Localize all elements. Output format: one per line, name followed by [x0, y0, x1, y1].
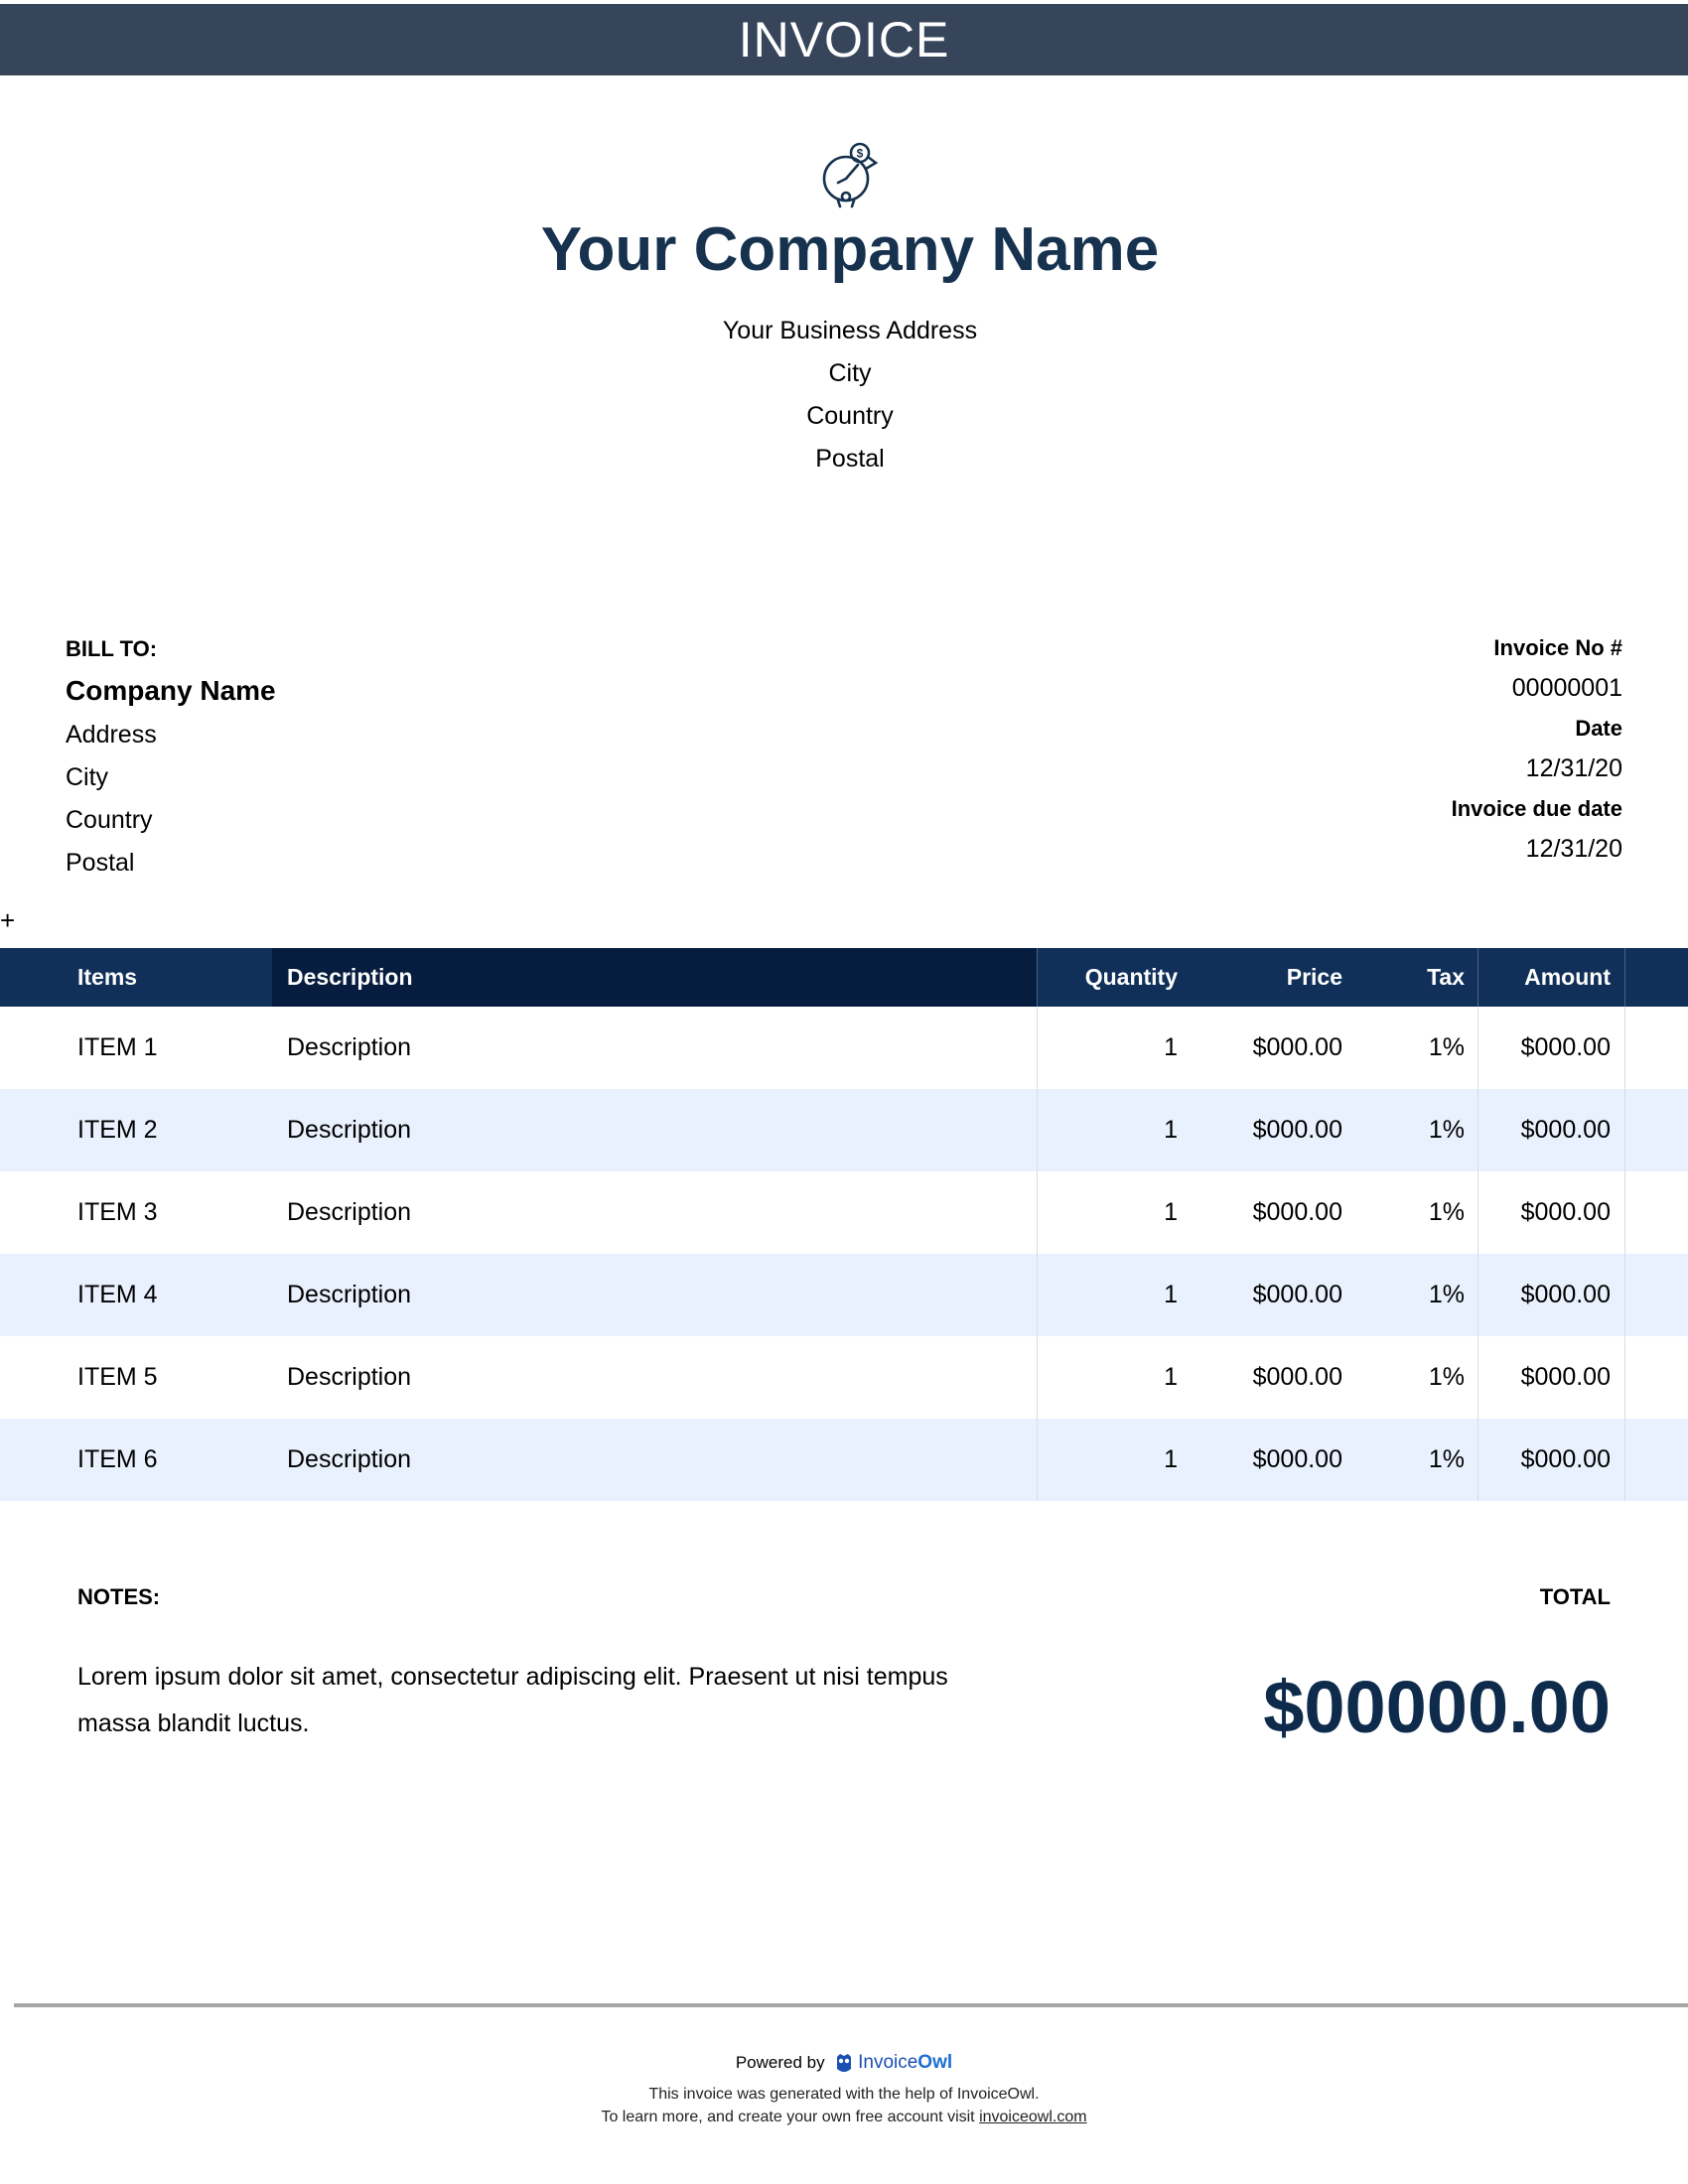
- column-divider: [1477, 1089, 1478, 1171]
- item-quantity: 1: [1164, 1198, 1178, 1226]
- item-tax: 1%: [1428, 1281, 1465, 1308]
- item-tax: 1%: [1428, 1363, 1465, 1391]
- column-divider: [1037, 948, 1038, 1007]
- column-divider: [1624, 1254, 1625, 1336]
- brand-logo-text: [858, 2052, 952, 2073]
- item-description: Description: [287, 1445, 412, 1473]
- due-date-value: 12/31/20: [1525, 835, 1622, 863]
- table-row: [0, 1419, 1688, 1501]
- item-quantity: 1: [1164, 1116, 1178, 1144]
- footer-line-2-prefix: To learn more, and create your own free account visit: [601, 2109, 975, 2125]
- bill-to-postal: Postal: [66, 849, 135, 877]
- item-name: ITEM 2: [77, 1116, 158, 1144]
- column-divider: [1477, 1254, 1478, 1336]
- item-price: $000.00: [1252, 1281, 1342, 1308]
- business-address-line: Your Business Address: [722, 317, 978, 344]
- item-description: Description: [287, 1116, 412, 1144]
- item-quantity: 1: [1164, 1033, 1178, 1061]
- item-amount: $000.00: [1520, 1363, 1611, 1391]
- table-row: [0, 1254, 1688, 1336]
- item-name: ITEM 1: [77, 1033, 158, 1061]
- column-divider: [1624, 1171, 1625, 1254]
- date-value: 12/31/20: [1525, 754, 1622, 782]
- column-divider: [1037, 1007, 1038, 1089]
- add-row-marker: +: [0, 905, 16, 935]
- invoice-header-bar: [0, 4, 1688, 75]
- item-price: $000.00: [1252, 1363, 1342, 1391]
- table-body: [0, 1007, 1688, 1501]
- item-amount: $000.00: [1520, 1198, 1611, 1226]
- total-label: TOTAL: [1539, 1584, 1611, 1609]
- header-items: Items: [77, 964, 138, 990]
- brand-name-part2: Owl: [917, 2052, 953, 2073]
- header-price: Price: [1286, 964, 1342, 990]
- invoiceowl-link[interactable]: invoiceowl.com: [979, 2109, 1087, 2125]
- item-tax: 1%: [1428, 1033, 1465, 1061]
- header-quantity: Quantity: [1084, 964, 1178, 990]
- item-name: ITEM 5: [77, 1363, 158, 1391]
- column-divider: [1477, 948, 1478, 1007]
- item-price: $000.00: [1252, 1116, 1342, 1144]
- item-price: $000.00: [1252, 1198, 1342, 1226]
- bill-to-city: City: [66, 763, 109, 791]
- item-name: ITEM 4: [77, 1281, 158, 1308]
- item-quantity: 1: [1164, 1281, 1178, 1308]
- column-divider: [1037, 1419, 1038, 1501]
- column-divider: [1037, 1254, 1038, 1336]
- item-tax: 1%: [1428, 1445, 1465, 1473]
- item-description: Description: [287, 1363, 412, 1391]
- footer-line-1: This invoice was generated with the help of InvoiceOwl.: [648, 2086, 1040, 2103]
- notes-label: NOTES:: [77, 1584, 161, 1609]
- item-description: Description: [287, 1033, 412, 1061]
- footer-text: [0, 2083, 1688, 2128]
- column-divider: [1624, 948, 1625, 1007]
- total-amount: $00000.00: [1263, 1666, 1611, 1748]
- svg-text:$: $: [856, 146, 864, 161]
- table-row: [0, 1007, 1688, 1089]
- business-address: [0, 310, 1688, 480]
- column-divider: [1477, 1007, 1478, 1089]
- item-amount: $000.00: [1520, 1445, 1611, 1473]
- item-description: Description: [287, 1198, 412, 1226]
- footer-line-2: [0, 2106, 1688, 2128]
- bill-to-country: Country: [66, 806, 153, 834]
- clock-money-icon: [816, 139, 886, 208]
- table-row: [0, 1336, 1688, 1419]
- business-country: Country: [806, 402, 894, 430]
- company-name: Your Company Name: [540, 215, 1160, 284]
- due-date-label: Invoice due date: [1451, 796, 1622, 821]
- footer-divider: [14, 2003, 1688, 2007]
- column-divider: [1477, 1419, 1478, 1501]
- column-divider: [1477, 1336, 1478, 1419]
- item-quantity: 1: [1164, 1445, 1178, 1473]
- item-amount: $000.00: [1520, 1033, 1611, 1061]
- item-name: ITEM 6: [77, 1445, 158, 1473]
- item-tax: 1%: [1428, 1116, 1465, 1144]
- powered-by: [0, 2049, 1688, 2077]
- bill-to-company: Company Name: [66, 675, 276, 706]
- column-divider: [1624, 1336, 1625, 1419]
- column-divider: [1624, 1007, 1625, 1089]
- header-amount: Amount: [1524, 964, 1611, 990]
- bill-to-address: Address: [66, 721, 157, 749]
- item-quantity: 1: [1164, 1363, 1178, 1391]
- invoice-no-value: 00000001: [1511, 674, 1622, 702]
- item-name: ITEM 3: [77, 1198, 158, 1226]
- column-divider: [1477, 1171, 1478, 1254]
- column-divider: [1037, 1089, 1038, 1171]
- powered-by-text: Powered by: [735, 2053, 825, 2072]
- column-divider: [1037, 1171, 1038, 1254]
- header-description: Description: [287, 964, 413, 990]
- business-postal: Postal: [815, 445, 885, 473]
- table-row: [0, 1171, 1688, 1254]
- item-price: $000.00: [1252, 1033, 1342, 1061]
- invoice-meta: [1126, 631, 1622, 873]
- item-description: Description: [287, 1281, 412, 1308]
- item-amount: $000.00: [1520, 1281, 1611, 1308]
- business-city: City: [828, 359, 872, 387]
- invoice-title: INVOICE: [738, 12, 950, 68]
- bill-to-label: BILL TO:: [66, 636, 158, 661]
- item-price: $000.00: [1252, 1445, 1342, 1473]
- bill-to-block: [66, 632, 276, 885]
- column-divider: [1624, 1419, 1625, 1501]
- invoice-no-label: Invoice No #: [1493, 635, 1622, 660]
- owl-icon: [835, 2053, 853, 2075]
- items-table: [0, 948, 1688, 1501]
- item-amount: $000.00: [1520, 1116, 1611, 1144]
- date-label: Date: [1575, 716, 1622, 741]
- item-tax: 1%: [1428, 1198, 1465, 1226]
- column-divider: [1037, 1336, 1038, 1419]
- table-row: [0, 1089, 1688, 1171]
- table-header: [0, 948, 1688, 1007]
- header-tax: Tax: [1427, 964, 1465, 990]
- column-divider: [1624, 1089, 1625, 1171]
- brand-name-part1: Invoice: [858, 2052, 918, 2073]
- notes-text: Lorem ipsum dolor sit amet, consectetur adipiscing elit. Praesent ut nisi tempus massa blandit luctus.: [77, 1663, 948, 1737]
